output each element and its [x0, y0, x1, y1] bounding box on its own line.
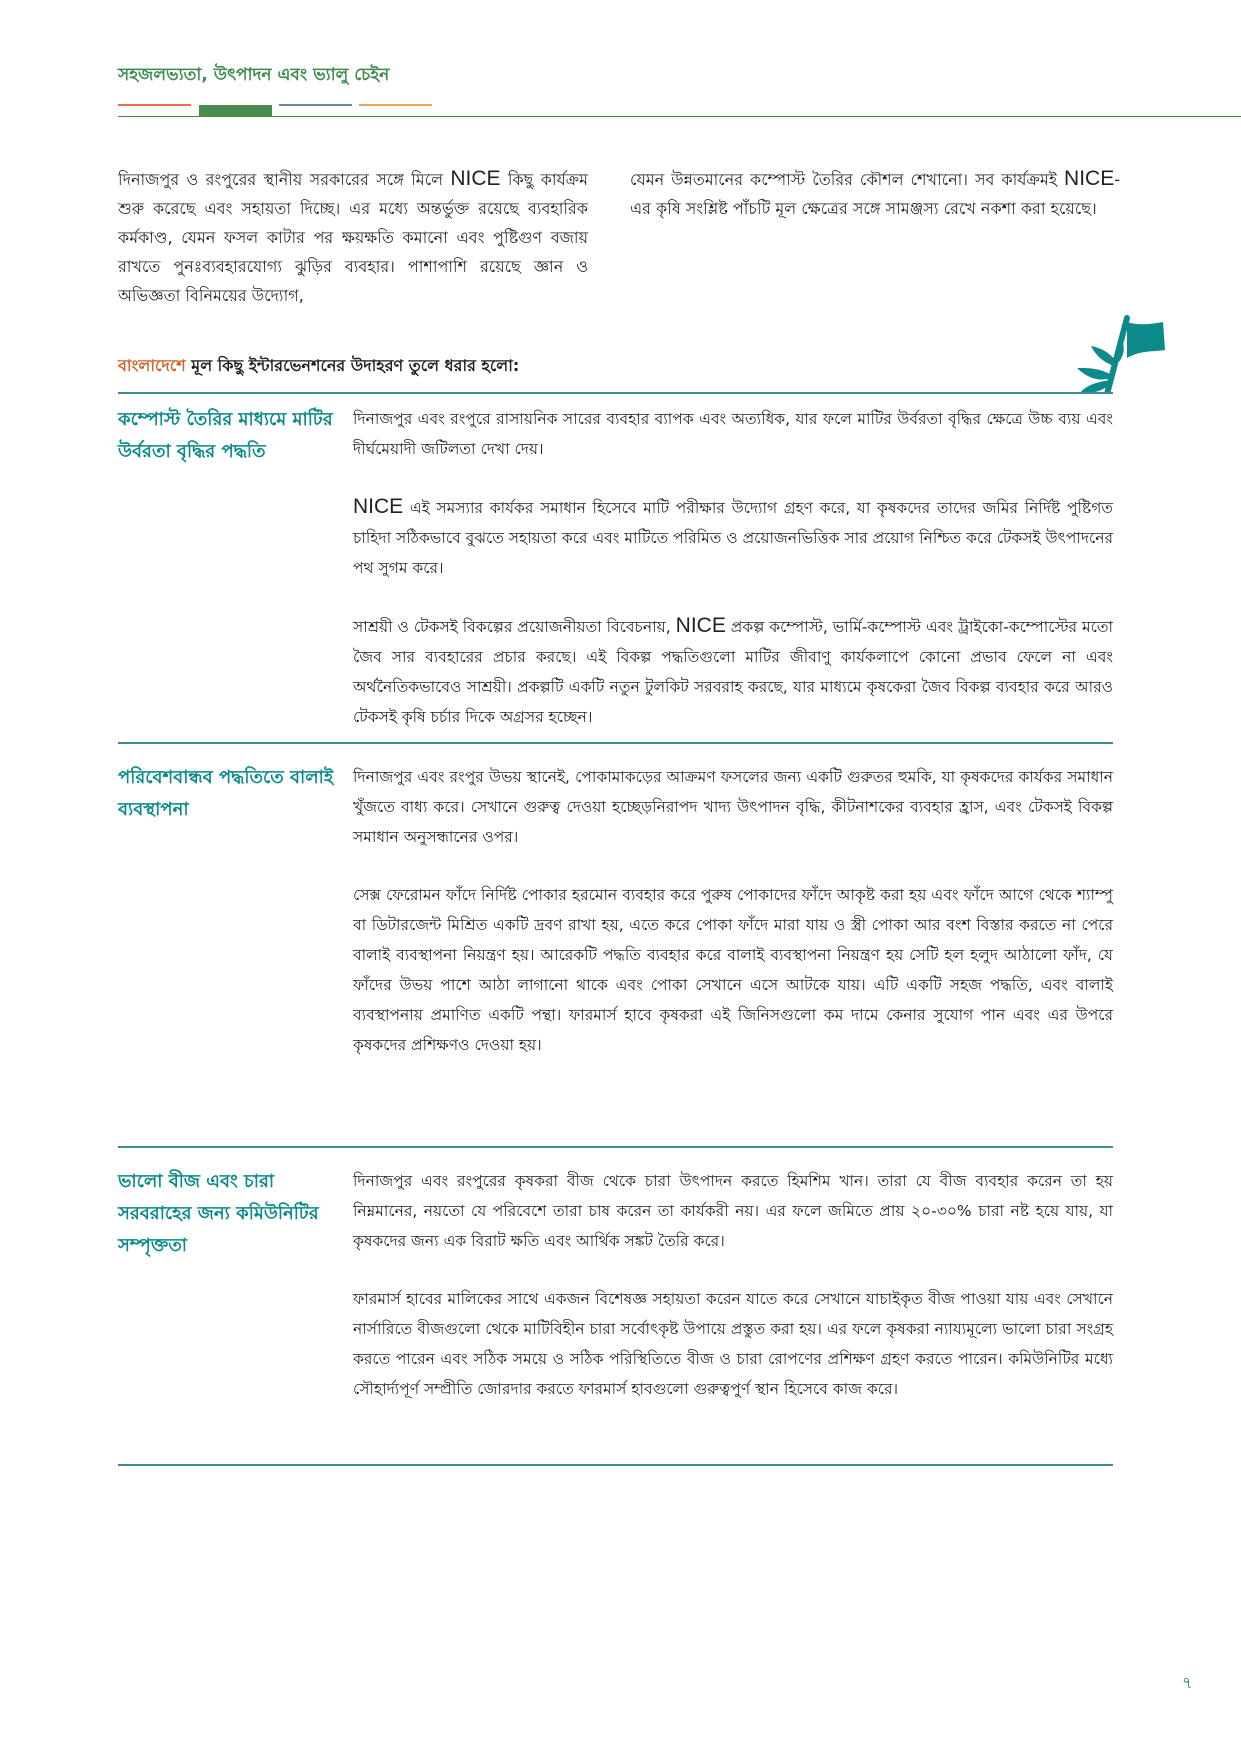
- plant-flag-icon: [1055, 312, 1165, 394]
- paragraph: [353, 492, 1113, 583]
- paragraph: ফারমার্স হাবের মালিকের সাথে একজন বিশেষজ্ঞ সহায়তা করেন যাতে করে সেখানে যাচাইকৃত বীজ পাওয়া যায় এবং সেখানে নার্সারিতে বীজগুলো থেকে মাটিবিহীন চারা সর্বোৎকৃষ্ট উপায়ে প্রস্তুত করা হয়। এর ফলে কৃষকরা ন্যায্যমূল্যে ভালো চারা সংগ্রহ করতে পারেন এবং সঠিক সময়ে ও সঠিক পরিস্থিতিতে বীজ ও চারা রোপণের প্রশিক্ষণ গ্রহণ করতে পারেন। কমিউনিটির মধ্যে সৌহার্দ্যপূর্ণ সম্প্রীতি জোরদার করতে ফারমার্স হাবগুলো গুরুত্বপুর্ণ স্থান হিসেবে কাজ করে।: [353, 1290, 1113, 1398]
- header-accent-bar-green: [199, 105, 272, 116]
- paragraph: দিনাজপুর এবং রংপুরের কৃষকরা বীজ থেকে চারা উৎপাদন করতে হিমশিম খান। তারা যে বীজ ব্যবহার করেন তা হয় নিম্নমানের, নয়তো যে পরিবেশে তারা চাষ করেন তা কার্যকরী নয়। এর ফলে জমিতে প্রায় ২০-৩০% চারা নষ্ট হয়ে যায়, যা কৃষকদের জন্য এক বিরাট ক্ষতি এবং আর্থিক সঙ্কট তৈরি করে।: [353, 1172, 1113, 1250]
- header-divider: [118, 116, 1241, 117]
- nice-label: NICE: [675, 614, 726, 637]
- paragraph: দিনাজপুর এবং রংপুর উভয় স্থানেই, পোকামাকড়ের আক্রমণ ফসলের জন্য একটি গুরুতর হুমকি, যা কৃষকদের কার্যকর সমাধান খুঁজতে বাধ্য করে। সেখানে গুরুত্ব দেওয়া হচ্ছেড়নিরাপদ খাদ্য উৎপাদন বৃদ্ধি, কীটনাশকের ব্যবহার হ্রাস, এবং টেকসই বিকল্প সমাধান অনুসন্ধানের ওপর।: [353, 768, 1113, 846]
- header-accent-bar-orange: [359, 104, 432, 106]
- section-title: ভালো বীজ এবং চারা সরবরাহের জন্য কমিউনিটির সম্পৃক্ততা: [118, 1171, 319, 1256]
- paragraph: দিনাজপুর এবং রংপুরে রাসায়নিক সারের ব্যবহার ব্যাপক এবং অত্যধিক, যার ফলে মাটির উর্বরতা বৃদ্ধির ক্ষেত্রে উচ্চ ব্যয় এবং দীর্ঘমেয়াদী জটিলতা দেখা দেয়।: [353, 410, 1113, 458]
- paragraph-text: সাশ্রয়ী ও টেকসই বিকল্পের প্রয়োজনীয়তা বিবেচনায়,: [353, 618, 676, 636]
- section-title: পরিবেশবান্ধব পদ্ধতিতে বালাই ব্যবস্থাপনা: [118, 767, 334, 820]
- lead-accent-word: বাংলাদেশে: [118, 356, 186, 375]
- section-body: [353, 404, 1113, 760]
- divider: [118, 742, 1113, 744]
- header-title: সহজলভ্যতা, উৎপাদন এবং ভ্যালু চেইন: [118, 65, 390, 85]
- lead-heading-text: মূল কিছু ইন্টারভেনশনের উদাহরণ তুলে ধরার হলো:: [185, 356, 520, 375]
- intro-left-text-2: কিছু কার্যক্রম শুরু করেছে এবং সহায়তা দিচ্ছে। এর মধ্যে অন্তর্ভুক্ত রয়েছে ব্যবহারিক কর্মকাণ্ড, যেমন ফসল কাটার পর ক্ষয়ক্ষতি কমানো এবং পুষ্টিগুণ বজায় রাখতে পুনঃব্যবহারযোগ্য ঝুড়ির ব্যবহার। পাশাপাশি রয়েছে জ্ঞান ও অভিজ্ঞতা বিনিময়ের উদ্যোগ,: [118, 170, 588, 305]
- nice-label: NICE: [353, 495, 404, 518]
- paragraph-text: এই সমস্যার কার্যকর সমাধান হিসেবে মাটি পরীক্ষার উদ্যোগ গ্রহণ করে, যা কৃষকদের তাদের জমির নির্দিষ্ট পুষ্টিগত চাহিদা সঠিকভাবে বুঝতে সহায়তা করে এবং মাটিতে পরিমিত ও প্রয়োজনভিত্তিক সার প্রয়োগ নিশ্চিত করে টেকসই উৎপাদনের পথ সুগম করে।: [353, 499, 1113, 577]
- section-body: [353, 762, 1113, 1088]
- intro-right-text-2: -এর কৃষি সংশ্লিষ্ট পাঁচটি মূল ক্ষেত্রের সঙ্গে সামঞ্জস্য রেখে নকশা করা হয়েছে।: [630, 170, 1120, 218]
- intro-right-nice: NICE: [1064, 167, 1115, 190]
- header-accent-bar-blue: [279, 104, 352, 106]
- section-title: কম্পোস্ট তৈরির মাধ্যমে মাটির উর্বরতা বৃদ্ধির পদ্ধতি: [118, 409, 333, 462]
- divider: [118, 1146, 1113, 1148]
- paragraph: সেক্স ফেরোমন ফাঁদে নির্দিষ্ট পোকার হরমোন ব্যবহার করে পুরুষ পোকাদের ফাঁদে আকৃষ্ট করা হয় এবং ফাঁদে আগে থেকে শ্যাম্পু বা ডিটারজেন্ট মিশ্রিত একটি দ্রবণ রাখা হয়, এতে করে পোকা ফাঁদে মারা যায় ও স্ত্রী পোকা আর বংশ বিস্তার করতে না পেরে বালাই ব্যবস্থাপনা নিয়ন্ত্রণ হয়। আরেকটি পদ্ধতি ব্যবহার করে বালাই ব্যবস্থাপনা নিয়ন্ত্রণ হয় সেটি হল হলুদ আঠালো ফাঁদ, যে ফাঁদের উভয় পাশে আঠা লাগানো থাকে এবং পোকা সেখানে এসে আটকে যায়। এটি একটি সহজ পদ্ধতি, এবং বালাই ব্যবস্থাপনায় প্রমাণিত একটি পন্থা। ফারমার্স হাবে কৃষকরা এই জিনিসগুলো কম দামে কেনার সুযোগ পান এবং এর উপরে কৃষকদের প্রশিক্ষণও দেওয়া হয়।: [353, 886, 1113, 1054]
- section-body: [353, 1166, 1113, 1432]
- paragraph: [353, 611, 1113, 732]
- intro-column-right: [630, 164, 1120, 223]
- intro-left-nice: NICE: [450, 167, 501, 190]
- divider: [118, 392, 1113, 394]
- page-number: ৭: [1182, 1673, 1193, 1692]
- divider: [118, 1464, 1113, 1466]
- paragraph-text: প্রকল্প কম্পোস্ট, ভার্মি-কম্পোস্ট এবং ট্রাইকো-কম্পোস্টের মতো জৈব সার ব্যবহারের প্রচার করছে। এই বিকল্প পদ্ধতিগুলো মাটির জীবাণু কার্যকলাপে কোনো প্রভাব ফেলে না এবং অর্থনৈতিকভাবেও সাশ্রয়ী। প্রকল্পটি একটি নতুন টুলকিট সরবরাহ করছে, যার মাধ্যমে কৃষকেরা জৈব বিকল্প ব্যবহার করে আরও টেকসই কৃষি চর্চার দিকে অগ্রসর হচ্ছেন।: [353, 618, 1113, 726]
- header-accent-bar-red: [118, 104, 191, 106]
- section-lead-heading: [118, 353, 519, 380]
- intro-right-text-1: যেমন উন্নতমানের কম্পোস্ট তৈরির কৌশল শেখানো। সব কার্যক্রমই: [630, 170, 1065, 189]
- intro-column-left: [118, 164, 588, 310]
- intro-left-text-1: দিনাজপুর ও রংপুরের স্থানীয় সরকারের সঙ্গে মিলে: [118, 170, 451, 189]
